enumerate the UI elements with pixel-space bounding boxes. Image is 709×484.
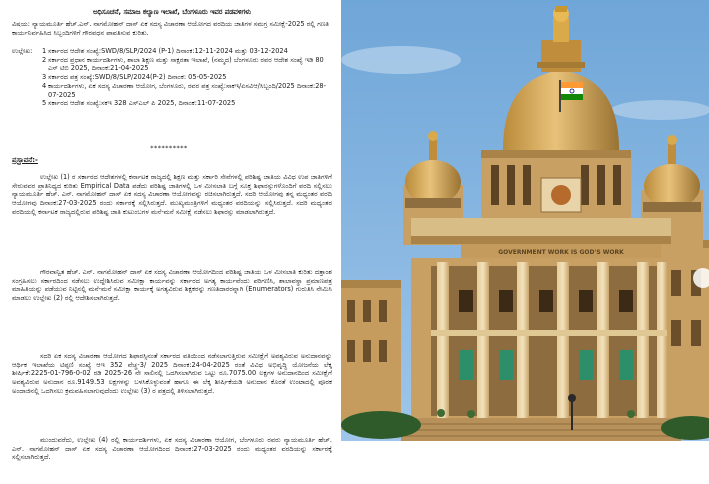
subject-label: ವಿಷಯ: <box>12 20 31 28</box>
reference-number: 1 <box>42 47 47 55</box>
preamble-heading: ಪ್ರಸ್ತಾವನೆ:- <box>12 156 38 164</box>
balcony-railing <box>431 330 667 336</box>
reference-item <box>12 82 334 99</box>
paragraph-4: ಮುಂದುವರೆದು, ಉಲ್ಲೇಖ (4) ರಲ್ಲಿ ಕಾರ್ಯದರ್ಶಿಗಳು, ಏಕ ಸದಸ್ಯ ವಿಚಾರಣಾ ಆಯೋಗ, ಬೆಂಗಳೂರು ರವರು ನ್ಯಾಯಮೂರ್ತಿ ಹೆಚ್. ಎನ್. ನಾಗಮೋಹನ್ ದಾಸ್ ಏಕ ಸದಸ್ಯ ವಿಚಾರಣಾ ಆಯೋಗದಿಂದ ದಿನಾಂಕ:27-03-2025 ರಂದು ಮಧ್ಯಂತರ ವರದಿಯನ್ನು ಸರ್ಕಾರಕ್ಕೆ ಸಲ್ಲಿಸಲಾಗಿರುತ್ತದೆ. <box>12 436 332 462</box>
reference-number: 2 <box>42 55 47 64</box>
section-divider: ********** <box>150 144 188 152</box>
reference-item <box>12 99 334 108</box>
reference-number: 5 <box>42 99 47 108</box>
facade-inscription: GOVERNMENT WORK IS GOD'S WORK <box>498 249 624 256</box>
reference-text: ಕಾರ್ಯದರ್ಶಿಗಳು, ಏಕ ಸದಸ್ಯ ವಿಚಾರಣಾ ಆಯೋಗ, ಬೆಂಗಳೂರು, ರವರ ಪತ್ರ ಸಂಖ್ಯೆ:ಸಾಕಇ/ಏಸವಿಆ/ಸಿಬ್ಬಂದಿ/2025 ದಿನಾಂಕ:28-07-2025 <box>48 81 326 99</box>
reference-number: 3 <box>42 73 47 82</box>
references-block <box>12 47 334 108</box>
reference-text: ಸರ್ಕಾರದ ಪ್ರಧಾನ ಕಾರ್ಯದರ್ಶಿಗಳು, ಶಾಲಾ ಶಿಕ್ಷಣ ಮತ್ತು ಸಾಕ್ಷರತಾ ಇಲಾಖೆ, (ನಮ್ಮದ) ಬೆಂಗಳೂರು ರವರ ಆದೇಶ ಸಂಖ್ಯೆ ಇಡಿ 80 ಎಸ್ ಟಿಬಿ 2025, ದಿನಾಂಕ:21-04-2025 <box>48 55 324 73</box>
reference-text: ಸರ್ಕಾರದ ಪತ್ರ ಸಂಖ್ಯೆ:SWD/8/SLP/2024(P-2) ದಿನಾಂಕ: 05-05-2025 <box>48 73 227 82</box>
vidhana-soudha-photo <box>341 0 709 441</box>
cloud <box>611 100 709 120</box>
reference-number: 4 <box>42 81 47 90</box>
references-label: ಉಲ್ಲೇಖ: <box>12 47 33 55</box>
reference-text: ಸರ್ಕಾರದ ಆದೇಶ ಸಂಖ್ಯೆ:ಸಕಇ 328 ಎಸ್‌ಎಲ್‌ ಪಿ 2025, ದಿನಾಂಕ:11-07-2025 <box>48 99 236 108</box>
paragraph-2: ಗೌರವಾನ್ವಿತ ಹೆಚ್. ಎನ್. ನಾಗಮೋಹನ್ ದಾಸ್ ಏಕ ಸದಸ್ಯ ವಿಚಾರಣಾ ಆಯೋಗದಿಂದ ಪರಿಶಿಷ್ಟ ಜಾತಿಯ ಒಳ ಮೀಸಲಾತಿ ಕುರಿತು ದತ್ತಾಂಶ ಸಂಗ್ರಹಿಸಲು ಸರ್ಕಾರದಿಂದ ನಡೆಸಲು ಉದ್ದೇಶಿಸಿರುವ ಸಮೀಕ್ಷಾ ಕಾರ್ಯವನ್ನು ಸರ್ಕಾರದ ಅಗತ್ಯ ಕಾರ್ಯವೆಂದು ಪರಿಗಣಿಸಿ, ಶಾಲಾವಸ್ಥಾ ಪ್ರಮಾಣಪತ್ರ ಮಾಹಿತಿಯನ್ನು ಪಡೆಯುವ ನಿಟ್ಟಿನಲ್ಲಿ ಮನೆ-ಮನೆ ಸಮೀಕ್ಷಾ ಕಾರ್ಯಕ್ಕೆ ಅಗತ್ಯವಿರುವ ಶಿಕ್ಷಕರನ್ನು ಗಣತಿದಾರರನ್ನಾಗಿ (Enumerators) ಗುರುತಿಸಿ ನೇಮಿಸಿ ಮಾಡಲು ಉಲ್ಲೇಖ (2) ರಲ್ಲಿ ಆದೇಶಿಸಲಾಗಿರುತ್ತದೆ. <box>12 268 332 303</box>
subject-text: ನ್ಯಾಯಮೂರ್ತಿ ಹೆಚ್.ಎನ್. ನಾಗಮೋಹನ್ ದಾಸ್ ಏಕ ಸದಸ್ಯ ವಿಚಾರಣಾ ಆಯೋಗದ ವರದಿಯ ಜಾತಿಗಳ ಸಮಗ್ರ ಸಮೀಕ್ಷೆ-2025 ರಲ್ಲಿ ಗಣತಿ ಕಾರ್ಯನಿರ್ವಹಿಸಿದ ಸಿಬ್ಬಂದಿಗಳಿಗೆ ಗೌರವಧನ ಪಾವತಿಸುವ ಕುರಿತು. <box>12 20 329 37</box>
cloud <box>341 46 461 74</box>
reference-item <box>12 56 334 73</box>
reference-item <box>12 73 334 82</box>
paragraph-1: ಉಲ್ಲೇಖ (1) ರ ಸರ್ಕಾರದ ಆದೇಶಗಳಲ್ಲಿ ಕರ್ನಾಟಕ ರಾಜ್ಯದಲ್ಲಿ ಶಿಕ್ಷಣ ಮತ್ತು ಸರ್ಕಾರಿ ಸೇವೆಗಳಲ್ಲಿ ಪರಿಶಿಷ್ಟ ಜಾತಿಯ ವಿವಿಧ ಉಪ ಜಾತಿಗಳಿಗೆ ಸೇರುವವರ ಪ್ರಾತಿನಿಧ್ಯದ ಕುರಿತು Empirical Data ಪಡೆದು ಪರಿಶಿಷ್ಟ ಜಾತಿಗಳಲ್ಲಿ ಒಳ ಮೀಸಲಾತಿ ಬಗ್ಗೆ ಸೂಕ್ತ ಶಿಫಾರಸ್ಸುಗಳೊಂದಿಗೆ ವರದಿ ಸಲ್ಲಿಸಲು ನ್ಯಾಯಮೂರ್ತಿ ಹೆಚ್. ಎನ್. ನಾಗಮೋಹನ್ ದಾಸ್ ಏಕ ಸದಸ್ಯ ವಿಚಾರಣಾ ಆಯೋಗವನ್ನು ರಚಿಸಲಾಗಿರುತ್ತದೆ. ಸದರಿ ಆಯೋಗವು ತನ್ನ ಮಧ್ಯಂತರ ವರದಿ ಆಯೋಗವು ದಿನಾಂಕ:27-03-2025 ರಂದು ಸರ್ಕಾರಕ್ಕೆ ಸಲ್ಲಿಸಿರುತ್ತದೆ. ಮುಖ್ಯಮಂತ್ರಿಗಳಿಗೆ ಮಧ್ಯಂತರ ವರದಿಯನ್ನು ಸಲ್ಲಿಸಿರುತ್ತದೆ. ಸದರಿ ಮಧ್ಯಂತರ ವರದಿಯಲ್ಲಿ ಕರ್ನಾಟಕ ರಾಜ್ಯದಲ್ಲಿರುವ ಪರಿಶಿಷ್ಟ ಜಾತಿ ಕುಟುಂಬಗಳ ಮನೆ-ಮನೆ ಸಮೀಕ್ಷೆ ನಡೆಸಲು ಶಿಫಾರಸ್ಸು ಮಾಡಲಾಗಿರುತ್ತದೆ. <box>12 173 332 216</box>
reference-text: ಸರ್ಕಾರದ ಆದೇಶ ಸಂಖ್ಯೆ:SWD/8/SLP/2024 (P-1) ದಿನಾಂಕ:12-11-2024 ಮತ್ತು 03-12-2024 <box>48 47 288 55</box>
document-header: ಅಧಿಸೂಚನೆ, ಸಮಾಜ ಕಲ್ಯಾಣ ಇಲಾಖೆ, ಬೆಂಗಳೂರು ಇವರ ಪಡವಳಿಗಳು <box>92 8 252 16</box>
reference-item <box>12 47 334 56</box>
subject-block <box>12 20 334 37</box>
government-order-document <box>0 0 338 484</box>
paragraph-3: ಸದರಿ ಏಕ ಸದಸ್ಯ ವಿಚಾರಣಾ ಆಯೋಗದ ಶಿಫಾರಸ್ಸಿನಂತೆ ಸರ್ಕಾರದ ವತಿಯಿಂದ ನಡೆಸಲಾಗುತ್ತಿರುವ ಸಮೀಕ್ಷೆಗೆ ಅವಶ್ಯವಿರುವ ಅನುದಾನವನ್ನು ಆರ್ಥಿಕ ಇಲಾಖೆಯ ಟಿಪ್ಪಣಿ ಸಂಖ್ಯೆ ಆಇ 352 ವೆಚ್ಚ-3/ 2025 ದಿನಾಂಕ:24-04-2025 ರಂತೆ ವಿವಿಧ ಅಭಿವೃದ್ಧಿ ಯೋಜನೆಯ ಲೆಕ್ಕ ಶೀರ್ಷಿಕೆ:2225-01-796-0-02 ರಡಿ 2025-26 ನೇ ಸಾಲಿನಲ್ಲಿ ಒದಗಿಸಲಾಗಿರುವ ಒಟ್ಟು ರೂ.7075.00 ಲಕ್ಷಗಳ ಅನುದಾನದಿಂದ ಸಮೀಕ್ಷೆಗೆ ಅವಶ್ಯವಿರುವ ಅನುದಾನ ರೂ.9149.53 ಲಕ್ಷಗಳನ್ನು ಬಳಸಿಕೊಳ್ಳುವಂತೆ ಹಾಗೂ ಈ ಲೆಕ್ಕ ಶೀರ್ಷಿಕೆಯಡಿ ಅನುದಾನ ಕೊರತೆ ಉಂಟಾದಲ್ಲಿ ಪೂರಕ ಅಂದಾಜಿನಲ್ಲಿ ಒದಗಿಸಲು ಕ್ರಮವಹಿಸಲಾಗುವುದೆಂದು ಉಲ್ಲೇಖ (3) ರ ಪತ್ರದಲ್ಲಿ ತಿಳಿಸಲಾಗಿರುತ್ತದೆ. <box>12 352 332 395</box>
